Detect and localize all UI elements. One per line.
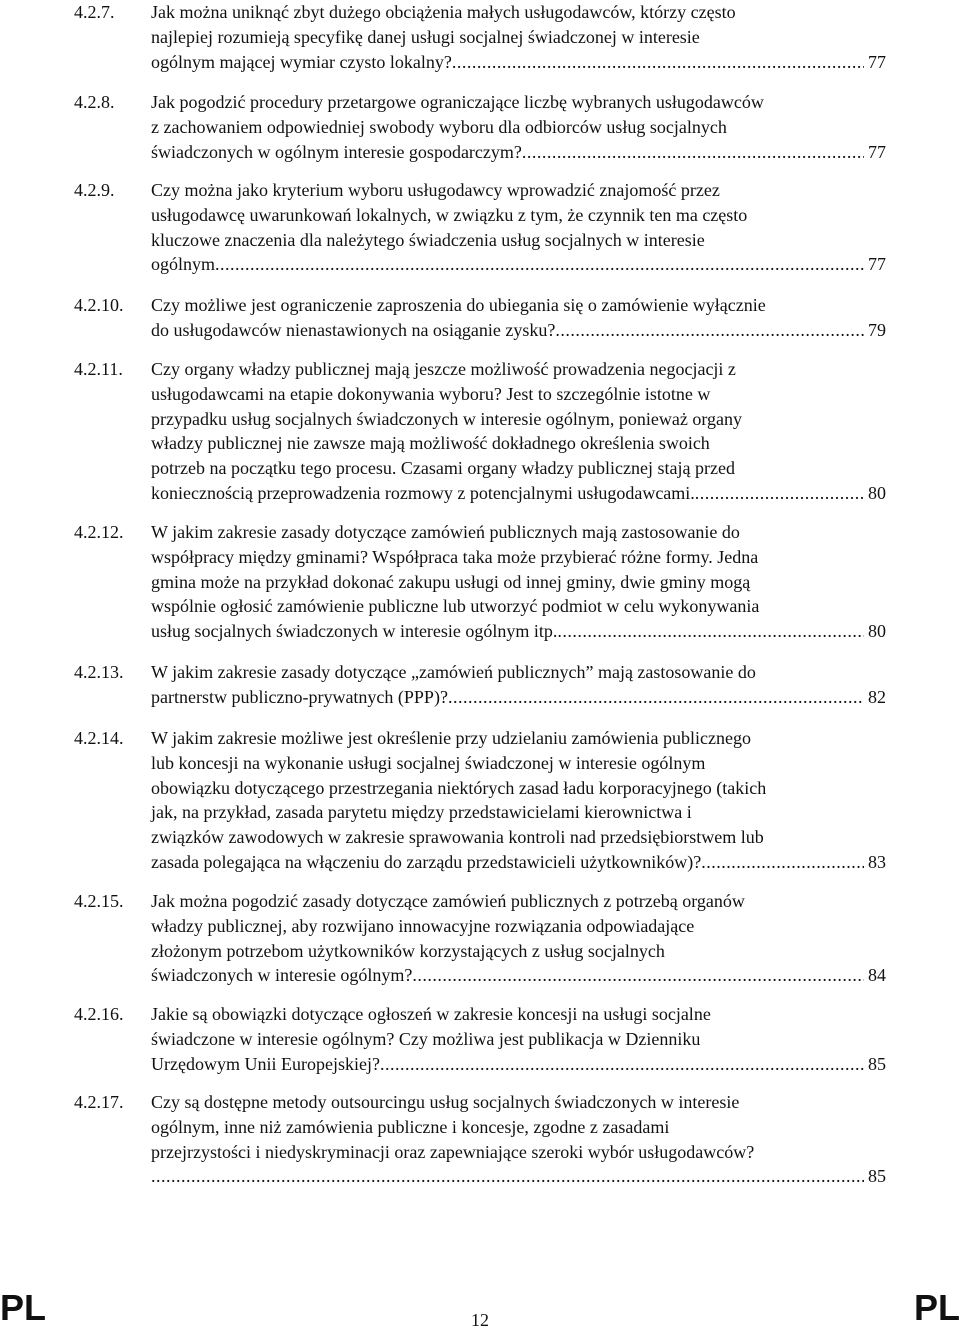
toc-entry-line: Jak można uniknąć zbyt dużego obciążenia małych usługodawców, którzy często (151, 2, 736, 22)
toc-entry-title (151, 726, 886, 875)
toc-entry-number: 4.2.12. (74, 522, 124, 542)
toc-entry-line: związków zawodowych w zakresie sprawowania kontroli nad przedsiębiorstwem lub (151, 827, 764, 848)
toc-entry-number: 4.2.16. (74, 1004, 124, 1024)
toc-entry[interactable] (74, 90, 886, 164)
toc-entry-number: 4.2.11. (74, 359, 123, 379)
toc-entry-line: zasada polegająca na włączeniu do zarządu przedstawicieli użytkowników)? (151, 851, 702, 872)
toc-entry-line: wspólnie ogłosić zamówienie publiczne lub utworzyć podmiot w celu wykonywania (151, 596, 760, 617)
dot-leader (452, 50, 864, 75)
toc-entry-number: 4.2.9. (74, 180, 115, 200)
toc-entry-title (151, 293, 886, 343)
toc-entry-last-line (151, 850, 886, 875)
dot-leader (522, 140, 864, 165)
toc-entry-page: 77 (868, 141, 886, 162)
toc-entry-line: złożonym potrzebom użytkowników korzystających z usług socjalnych (151, 940, 665, 961)
dot-leader (701, 850, 864, 875)
toc-entry-number: 4.2.10. (74, 295, 124, 315)
dot-leader (151, 1164, 864, 1189)
toc-entry-last-line (151, 140, 886, 165)
toc-entry-title (151, 178, 886, 277)
toc-entry-title (151, 0, 886, 74)
toc-entry-line: Jak można pogodzić zasady dotyczące zamówień publicznych z potrzebą organów (151, 891, 745, 911)
toc-entry-line: Jakie są obowiązki dotyczące ogłoszeń w zakresie koncesji na usługi socjalne (151, 1004, 711, 1024)
toc-entry-page: 77 (868, 254, 886, 275)
toc-entry-line: przejrzystości i niedyskryminacji oraz zapewniające szeroki wybór usługodawców? (151, 1141, 755, 1162)
toc-entry-last-line (151, 619, 886, 644)
dot-leader (215, 252, 864, 277)
toc-entry-page: 85 (868, 1053, 886, 1074)
toc-entry-line: władzy publicznej nie zawsze mają możliwość dokładnego określenia swoich (151, 433, 710, 454)
toc-entry[interactable] (74, 1090, 886, 1189)
toc-entry-line: kluczowe znaczenia dla należytego świadczenia usług socjalnych w interesie (151, 229, 705, 250)
toc-entry-last-line (151, 50, 886, 75)
toc-entry[interactable] (74, 1002, 886, 1076)
toc-entry-line: Urzędowym Unii Europejskiej? (151, 1053, 380, 1074)
toc-entry[interactable] (74, 178, 886, 277)
toc-entry-number: 4.2.8. (74, 92, 115, 112)
dot-leader (448, 685, 864, 710)
toc-entry-line: Jak pogodzić procedury przetargowe ograniczające liczbę wybranych usługodawców (151, 92, 764, 112)
toc-entry-last-line (151, 318, 886, 343)
toc-entry[interactable] (74, 0, 886, 74)
toc-entry-line: ogólnym (151, 254, 216, 275)
toc-entry-line: koniecznością przeprowadzenia rozmowy z potencjalnymi usługodawcami. (151, 482, 695, 503)
toc-entry[interactable] (74, 726, 886, 875)
toc-entry-page: 80 (868, 621, 886, 642)
toc-entry-page: 84 (868, 965, 886, 986)
toc-entry-page: 80 (868, 482, 886, 503)
toc-entry-last-line (151, 481, 886, 506)
toc-entry-line: przypadku usług socjalnych świadczonych w interesie ogólnym, ponieważ organy (151, 408, 743, 429)
toc-entry-page: 77 (868, 51, 886, 72)
toc-entry-number: 4.2.7. (74, 2, 115, 22)
toc-entry-line: z zachowaniem odpowiedniej swobody wyboru dla odbiorców usług socjalnych (151, 116, 727, 137)
toc-entry-last-line (151, 1164, 886, 1189)
toc-entry-line: ogólnym, inne niż zamówienia publiczne i koncesje, zgodne z zasadami (151, 1116, 670, 1137)
toc-entry-line: władzy publicznej, aby rozwijano innowacyjne rozwiązania odpowiadające (151, 915, 695, 936)
dot-leader (555, 318, 864, 343)
dot-leader (695, 481, 864, 506)
toc-entry-line: jak, na przykład, zasada parytetu między przedstawicielami kierownictwa i (151, 802, 692, 823)
toc-entry-title (151, 357, 886, 506)
toc-entry-title (151, 660, 886, 710)
toc-entry-page: 79 (868, 319, 886, 340)
toc-entry-last-line (151, 252, 886, 277)
dot-leader (380, 1052, 864, 1077)
toc-entry-line: W jakim zakresie zasady dotyczące „zamówień publicznych” mają zastosowanie do (151, 662, 756, 682)
toc-entry-line: potrzeb na początku tego procesu. Czasami organy władzy publicznej stają przed (151, 458, 735, 479)
toc-entry-line: partnerstw publiczno-prywatnych (PPP)? (151, 686, 448, 707)
toc-entry-last-line (151, 1052, 886, 1077)
toc-entry-line: świadczone w interesie ogólnym? Czy możliwa jest publikacja w Dzienniku (151, 1028, 701, 1049)
toc-entry-title (151, 90, 886, 164)
toc-entry-line: Czy są dostępne metody outsourcingu usług socjalnych świadczonych w interesie (151, 1092, 740, 1112)
toc-entry-number: 4.2.14. (74, 728, 124, 748)
toc-entry-line: usługodawcami na etapie dokonywania wyboru? Jest to szczególnie istotne w (151, 383, 711, 404)
toc-entry-line: lub koncesji na wykonanie usługi socjalnej świadczonej w interesie ogólnym (151, 752, 706, 773)
toc-entry-page: 83 (868, 851, 886, 872)
toc-entry-number: 4.2.13. (74, 662, 124, 682)
toc-entry-number: 4.2.15. (74, 891, 124, 911)
toc-entry-line: świadczonych w ogólnym interesie gospodarczym? (151, 141, 522, 162)
toc-entry-line: współpracy między gminami? Współpraca taka może przybierać różne formy. Jedna (151, 546, 759, 567)
toc-entry[interactable] (74, 660, 886, 710)
toc-entry-line: gmina może na przykład dokonać zakupu usługi od innej gminy, dwie gminy mogą (151, 571, 751, 592)
toc-entry-number: 4.2.17. (74, 1092, 124, 1112)
toc-entry-page: 85 (868, 1166, 886, 1187)
toc-entry-line: Czy organy władzy publicznej mają jeszcze możliwość prowadzenia negocjacji z (151, 359, 736, 379)
footer-language-left: PL (0, 1287, 47, 1328)
toc-entry-page: 82 (868, 686, 886, 707)
toc-entry-line: usługodawcę uwarunkowań lokalnych, w związku z tym, że czynnik ten ma często (151, 204, 748, 225)
toc-entry-title (151, 520, 886, 644)
footer-language-right: PL (913, 1287, 960, 1328)
toc-entry-line: ogólnym mającej wymiar czysto lokalny? (151, 51, 452, 72)
toc-entry-line: najlepiej rozumieją specyfikę danej usługi socjalnej świadczonej w interesie (151, 26, 700, 47)
toc-entry[interactable] (74, 357, 886, 506)
toc-entry-line: Czy można jako kryterium wyboru usługodawcy wprowadzić znajomość przez (151, 180, 720, 200)
toc-entry-last-line (151, 963, 886, 988)
toc-entry-last-line (151, 685, 886, 710)
toc-entry[interactable] (74, 293, 886, 343)
toc-entry[interactable] (74, 889, 886, 988)
toc-entry-title (151, 1090, 886, 1189)
toc-entry-title (151, 1002, 886, 1076)
toc-entry-line: usług socjalnych świadczonych w interesie ogólnym itp. (151, 621, 558, 642)
toc-entry-line: obowiązku dotyczącego przestrzegania niektórych zasad ładu korporacyjnego (takich (151, 777, 767, 798)
toc-entry-line: świadczonych w interesie ogólnym? (151, 965, 413, 986)
toc-entry-title (151, 889, 886, 988)
footer-page-number: 12 (471, 1310, 489, 1330)
toc-entry-line: Czy możliwe jest ograniczenie zaproszenia do ubiegania się o zamówienie wyłącznie (151, 295, 766, 315)
toc-entry-line: do usługodawców nienastawionych na osiąganie zysku? (151, 319, 556, 340)
toc-entry[interactable] (74, 520, 886, 644)
toc-entry-line: W jakim zakresie możliwe jest określenie przy udzielaniu zamówienia publicznego (151, 728, 751, 748)
toc-entry-line: W jakim zakresie zasady dotyczące zamówień publicznych mają zastosowanie do (151, 522, 740, 542)
dot-leader (557, 619, 864, 644)
dot-leader (412, 963, 864, 988)
